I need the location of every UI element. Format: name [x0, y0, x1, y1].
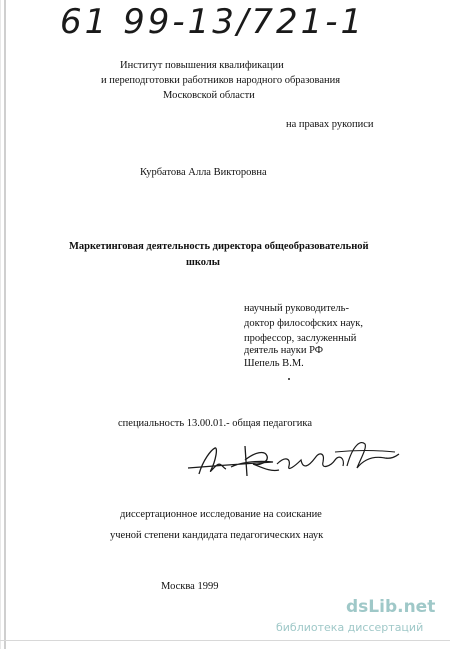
scan-edge — [0, 0, 1, 649]
place-and-year: Москва 1999 — [161, 581, 219, 592]
ink-dot — [288, 378, 290, 380]
dissertation-line-2: ученой степени кандидата педагогических наук — [110, 530, 324, 541]
advisor-line-1: научный руководитель- — [244, 303, 349, 314]
watermark-logo — [276, 597, 446, 639]
specialty-line: специальность 13.00.01.- общая педагогика — [118, 418, 313, 429]
advisor-line-4: деятель науки РФ — [244, 345, 324, 356]
watermark-subtitle: библиотека диссертаций — [276, 621, 424, 634]
advisor-line-3: профессор, заслуженный — [244, 333, 357, 344]
institute-line-3: Московской области — [163, 90, 255, 101]
institute-line-1: Институт повышения квалификации — [120, 60, 284, 71]
advisor-line-5: Шепель В.М. — [244, 358, 304, 369]
watermark-name: dsLib.net — [346, 597, 436, 617]
archive-number: 61 99-13/721-1 — [60, 2, 366, 42]
advisor-line-2: доктор философских наук, — [244, 318, 363, 329]
author-signature — [185, 438, 400, 488]
scan-bottom-line — [0, 640, 450, 641]
author-name: Курбатова Алла Викторовна — [140, 167, 267, 178]
dissertation-line-1: диссертационное исследование на соискание — [120, 509, 322, 520]
dissertation-title-line-2: школы — [186, 257, 220, 268]
scan-binding-line — [4, 0, 6, 649]
dissertation-title-line-1: Маркетинговая деятельность директора общеобразовательной — [69, 241, 369, 252]
rights-notice: на правах рукописи — [286, 119, 374, 130]
institute-line-2: и переподготовки работников народного образования — [101, 75, 341, 86]
